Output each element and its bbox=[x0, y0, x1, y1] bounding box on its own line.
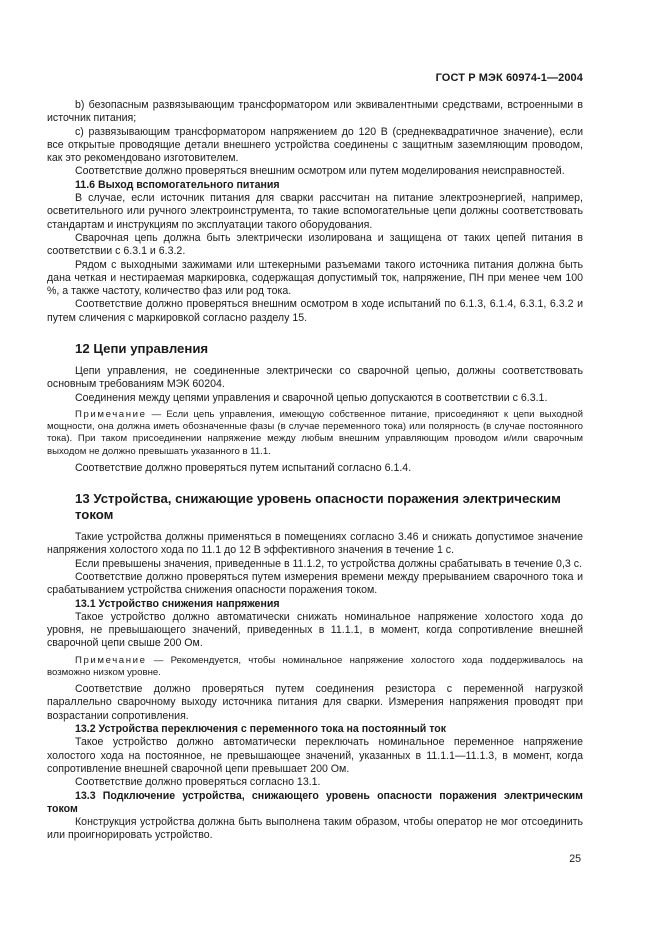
paragraph: Сварочная цепь должна быть электрически изолирована и защищена от таких цепей питания в соответствии с 6.3.1 и 6.3.2. bbox=[47, 231, 583, 258]
paragraph: Соответствие должно проверяться согласно 13.1. bbox=[75, 776, 321, 789]
paragraph: Такое устройство должно автоматически снижать номинальное напряжение холостого хода до уровня, не превышающего значений, приведенных в 11.1.1, в момент, когда сопротивление внешней сварочной цепи свыше 200 Ом. bbox=[47, 610, 583, 650]
paragraph: c) развязывающим трансформатором напряжением до 120 В (среднеквадратичное значение), если все открытые проводящие детали внешнего устройства соединены с защитным заземляющим проводом, как это рекомендовано изготовителем. bbox=[47, 125, 583, 165]
paragraph: Соединения между цепями управления и сварочной цепью допускаются в соответствии с 6.3.1. bbox=[75, 391, 548, 404]
note-label: Примечание bbox=[75, 654, 147, 666]
page-content bbox=[47, 99, 583, 843]
note bbox=[47, 655, 583, 679]
subsection-heading-13-1: 13.1 Устройство снижения напряжения bbox=[75, 597, 280, 610]
paragraph: В случае, если источник питания для сварки рассчитан на питание электроэнергией, например, осветительного или ручного электроинструмента, то такие вспомогательные цепи должны соответствовать стандартам и инструкциям по эксплуатации такого оборудования. bbox=[47, 192, 583, 231]
paragraph: Такое устройство должно автоматически переключать номинальное переменное напряжение холостого хода на постоянное, не превышающее значений, указанных в 11.1.1—11.1.3, в момент, когда сопротивление внешней сварочной цепи превышает 200 Ом. bbox=[47, 736, 583, 775]
paragraph: Соответствие должно проверяться внешним осмотром или путем моделирования неисправностей. bbox=[75, 165, 565, 178]
paragraph: Соответствие должно проверяться путем измерения времени между прерыванием сварочного тока и срабатыванием устройства снижения опасности поражения током. bbox=[47, 570, 583, 597]
paragraph: Рядом с выходными зажимами или штекерными разъемами такого источника питания должна быть дана четкая и нестираемая маркировка, содержащая допустимый ток, напряжение, ПН при менее чем 100 %, а также частоту, количество фаз или род тока. bbox=[47, 258, 583, 298]
note bbox=[47, 409, 583, 458]
subsection-heading-13-2: 13.2 Устройства переключения с переменного тока на постоянный ток bbox=[75, 723, 447, 736]
paragraph: b) безопасным развязывающим трансформатором или эквивалентными средствами, встроенными в источник питания; bbox=[47, 99, 583, 125]
page-number: 25 bbox=[569, 853, 581, 865]
paragraph: Цепи управления, не соединенные электрически со сварочной цепью, должны соответствовать основным требованиям МЭК 60204. bbox=[47, 365, 583, 391]
subsection-heading-13-3: 13.3 Подключение устройства, снижающего уровень опасности поражения электрическим током bbox=[47, 789, 583, 815]
note-text: — Если цепь управления, имеющую собственное питание, присоединяют к цепи выходной мощности, она должна иметь обозначенные фазы (в случае переменного тока) или полярность (в случае постоянного тока). При таком присоединении напряжение между любым внешним управляющим проводом и/или сварочным выходом не должно превышать указанного в 11.1. bbox=[47, 408, 583, 457]
paragraph: Соответствие должно проверяться внешним осмотром в ходе испытаний по 6.1.3, 6.1.4, 6.3.1, 6.3.2 и путем сличения с маркировкой согласно разделу 15. bbox=[47, 298, 583, 324]
paragraph: Соответствие должно проверяться путем испытаний согласно 6.1.4. bbox=[75, 461, 412, 474]
section-heading-13: 13 Устройства, снижающие уровень опасности поражения электрическим током bbox=[75, 491, 561, 523]
paragraph: Конструкция устройства должна быть выполнена таким образом, чтобы оператор не мог отсоединить или проигнорировать устройство. bbox=[47, 816, 583, 842]
section-heading-12: 12 Цепи управления bbox=[75, 341, 209, 357]
note-text: — Рекомендуется, чтобы номинальное напряжение холостого хода поддерживалось на возможно низком уровне. bbox=[47, 654, 583, 678]
paragraph: Если превышены значения, приведенные в 11.1.2, то устройства должны срабатывать в течение 0,3 с. bbox=[75, 557, 582, 570]
document-header: ГОСТ Р МЭК 60974-1—2004 bbox=[435, 72, 583, 84]
note-label: Примечание bbox=[75, 408, 147, 420]
paragraph: Такие устройства должны применяться в помещениях согласно 3.46 и снижать допустимое значение напряжения холостого хода по 11.1 до 12 В эффективного значения в течение 1 с. bbox=[47, 531, 583, 557]
subsection-heading-11-6: 11.6 Выход вспомогательного питания bbox=[75, 178, 280, 191]
paragraph: Соответствие должно проверяться путем соединения резистора с переменной нагрузкой параллельно сварочному выходу источника питания для сварки. Измерения напряжения проводят при возрастании сопротивления. bbox=[47, 683, 583, 722]
